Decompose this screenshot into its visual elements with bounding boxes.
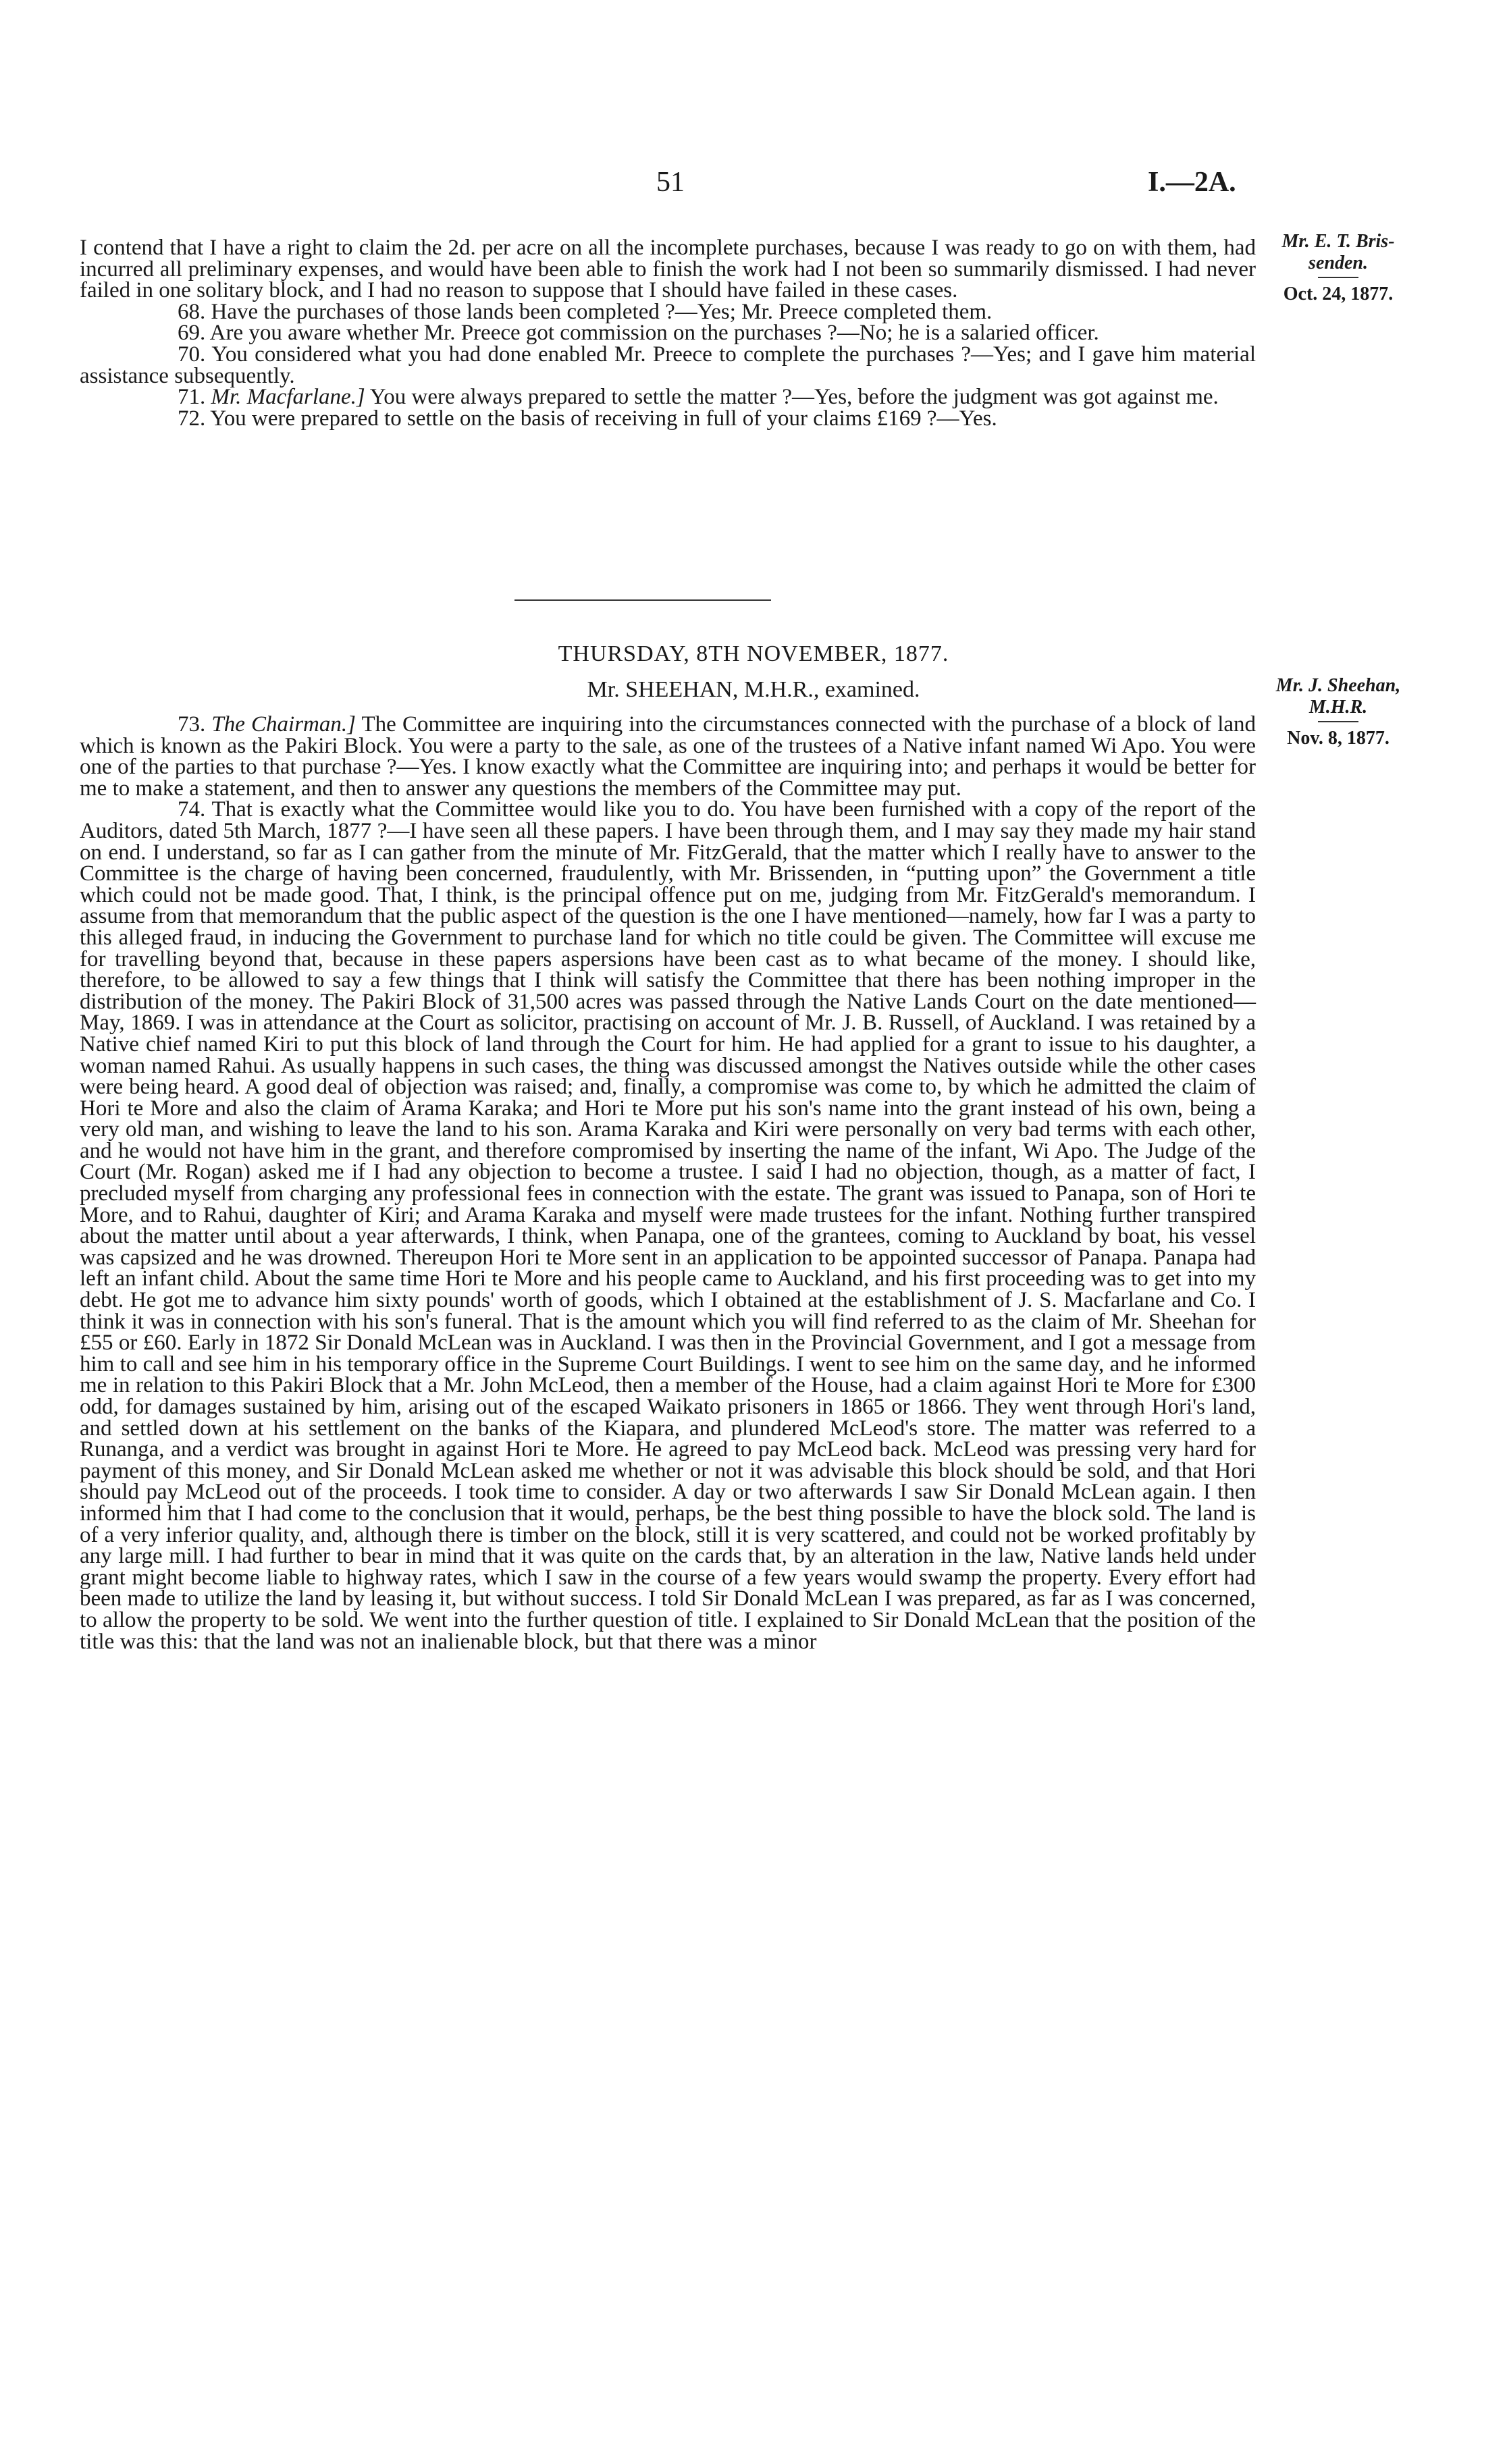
margin-note-brissenden [1264, 231, 1412, 305]
question-68: 68. Have the purchases of those lands been completed ?—Yes; Mr. Preece completed them. [178, 299, 993, 324]
paragraph-intro: I contend that I have a right to claim the 2d. per acre on all the incomplete purchases, because I was ready to go on with them, had incurred all preliminary expenses, and would have been able to finish the work had I not been so summarily dismissed. I had never failed in one solitary block, and I had no reason to suppose that I should have failed in these cases. [80, 236, 1256, 303]
margin-note-witness-name: Mr. J. Sheehan, M.H.R. [1275, 675, 1401, 718]
speaker-name: Mr. Macfarlane.] [211, 385, 365, 410]
question-text: The Committee are inquiring into the circumstances connected with the purchase of a block of land which is known as the Pakiri Block. You were a party to the sale, as one of the trustees of a Native infant named Wi Apo. You were one of the parties to that purchase ?—Yes. I know exactly what the Committee are inquiring into; and perhaps it would be better for me to make a statement, and then to answer any questions the members of the Committee may put. [80, 712, 1257, 801]
brissenden-testimony [80, 238, 1256, 429]
question-71 [80, 387, 1256, 408]
witness-heading: Mr. SHEEHAN, M.H.R., examined. [587, 677, 920, 702]
margin-note-date: Oct. 24, 1877. [1283, 284, 1394, 304]
sheehan-testimony [80, 714, 1256, 1653]
question-number: 71. [178, 385, 206, 410]
margin-note-rule [1318, 277, 1358, 278]
question-72: 72. You were prepared to settle on the basis of receiving in full of your claims £169 ?—Yes. [178, 406, 997, 431]
question-69: 69. Are you aware whether Mr. Preece got commission on the purchases ?—No; he is a salaried officer. [178, 321, 1099, 346]
question-70: 70. You considered what you had done enabled Mr. Preece to complete the purchases ?—Yes; and I gave him material assistance subsequently. [80, 342, 1256, 388]
margin-note-witness-name: Mr. E. T. Bris- senden. [1281, 231, 1395, 273]
section-divider [514, 599, 771, 601]
margin-note-rule [1318, 721, 1358, 722]
speaker-name: The Chairman.] [211, 712, 356, 736]
question-number: 73. [178, 712, 206, 736]
session-date-heading: THURSDAY, 8TH NOVEMBER, 1877. [558, 641, 949, 666]
question-text: You were always prepared to settle the matter ?—Yes, before the judgment was got against me. [369, 385, 1219, 410]
question-74: 74. That is exactly what the Committee would like you to do. You have been furnished with a copy of the report of the Auditors, dated 5th March, 1877 ?—I have seen all these papers. I have been through them, and I may say they made my hair stand on end. I understand, so far as I can gather from the minute of Mr. FitzGerald, that the matter which I really have to answer to the Committee is the charge of having been concerned, fraudulently, with Mr. Brissenden, in “putting upon” the Government a title which could not be made good. That, I think, is the principal offence put on me, judging from Mr. FitzGerald's memorandum. I assume from that memorandum that the public aspect of the question is the one I have mentioned—namely, how far I was a party to this alleged fraud, in inducing the Government to purchase land for which no title could be given. The Committee will excuse me for travelling beyond that, because in these papers aspersions have been cast as to what became of the money. I should like, therefore, to be allowed to say a few things that I think will satisfy the Committee that there has been nothing improper in the distribution of the money. The Pakiri Block of 31,500 acres was passed through the Native Lands Court on the date mentioned—May, 1869. I was in attendance at the Court as solicitor, practising on account of Mr. J. B. Russell, of Auckland. I was retained by a Native chief named Kiri to put this block of land through the Court for him. He had applied for a grant to issue to his daughter, a woman named Rahui. As usually happens in such cases, the thing was discussed amongst the Natives outside while the other cases were being heard. A good deal of objection was raised; and, finally, a compromise was come to, by which he admitted the claim of Hori te More and also the claim of Arama Karaka; and Hori te More put his son's name into the grant instead of his own, being a very old man, and wishing to leave the land to his son. Arama Karaka and Kiri were personally on very bad terms with each other, and he would not have him in the grant, and therefore compromised by inserting the name of the infant, Wi Apo. The Judge of the Court (Mr. Rogan) asked me if I had any objection to become a trustee. I said I had no objection, though, as a matter of fact, I precluded myself from charging any professional fees in connection with the estate. The grant was issued to Panapa, son of Hori te More, and to Rahui, daughter of Kiri; and Arama Karaka and myself were made trustees for the infant. Nothing further transpired about the matter until about a year afterwards, I think, when Panapa, one of the grantees, coming to Auckland by boat, his vessel was capsized and he was drowned. Thereupon Hori te More sent in an application to be appointed successor of Panapa. Panapa had left an infant child. About the same time Hori te More and his people came to Auckland, and his first proceeding was to get into my debt. He got me to advance him sixty pounds' worth of goods, which I obtained at the establishment of J. S. Macfarlane and Co. I think it was in connection with his son's funeral. That is the amount which you will find referred to as the claim of Mr. Sheehan for £55 or £60. Early in 1872 Sir Donald McLean was in Auckland. I was then in the Provincial Government, and I got a message from him to call and see him in his temporary office in the Supreme Court Buildings. I went to see him on the same day, and he informed me in relation to this Pakiri Block that a Mr. John McLeod, then a member of the House, had a claim against Hori te More for £300 odd, for damages sustained by him, arising out of the escaped Waikato prisoners in 1865 or 1866. They went through Hori's land, and settled down at his settlement on the banks of the Kiapara, and plundered McLeod's store. The matter was referred to a Runanga, and a verdict was brought in against Hori te More. He agreed to pay McLeod back. McLeod was pressing very hard for payment of this money, and Sir Donald McLean asked me whether or not it was advisable this block should be sold, and that Hori should pay McLeod out of the proceeds. I took time to consider. A day or two afterwards I saw Sir Donald McLean again. I then informed him that I had come to the conclusion that it would, perhaps, be the best thing possible to have the block sold. The land is of a very inferior quality, and, although there is timber on the block, still it is very scattered, and could not be worked profitably by any large mill. I had further to bear in mind that it was quite on the cards that, by an alteration in the law, Native lands held under grant might become liable to highway rates, which I saw in the course of a few years would swamp the property. Every effort had been made to utilize the land by leasing it, but without success. I told Sir Donald McLean I was prepared, as far as I was concerned, to allow the property to be sold. We went into the further question of title. I explained to Sir Donald McLean that the position of the title was this: that the land was not an inalienable block, but that there was a minor [80, 797, 1256, 1654]
page-number: 51 [656, 167, 685, 198]
margin-note-sheehan [1264, 675, 1412, 749]
document-reference: I.—2A. [1148, 167, 1236, 198]
question-73 [80, 714, 1256, 799]
margin-note-date: Nov. 8, 1877. [1287, 728, 1390, 749]
page-header [0, 166, 1507, 207]
